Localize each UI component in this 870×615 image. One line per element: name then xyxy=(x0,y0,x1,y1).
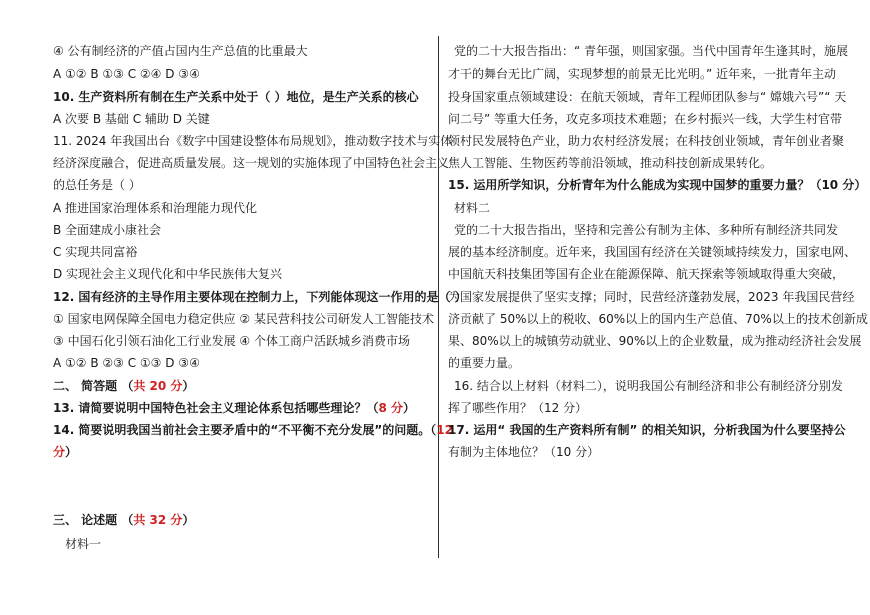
q11-option-c: C 实现共同富裕 xyxy=(53,245,138,259)
material-1-para-line4: 问二号” 等重大任务，攻克多项技术难题；在乡村振兴一线，大学生村官带 xyxy=(448,112,843,126)
q10-choices: A 次要 B 基础 C 辅助 D 关键 xyxy=(53,112,210,126)
material-1-label: 材料一 xyxy=(65,537,102,551)
material-1-para-line3: 投身国家重点领域建设：在航天领域，青年工程师团队参与“ 嫦娥六号”“ 天 xyxy=(448,90,847,104)
q15: 15. 运用所学知识，分析青年为什么能成为实现中国梦的重要力量？（10 分） xyxy=(448,178,867,192)
material-2-para-line4: 为国家发展提供了坚实支撑；同时，民营经济蓬勃发展，2023 年我国民营经 xyxy=(448,290,855,304)
section-3-heading: 三、 论述题 （共 32 分） xyxy=(53,513,195,527)
q14-score: 12 xyxy=(436,423,453,437)
q11-option-a: A 推进国家治理体系和治理能力现代化 xyxy=(53,201,258,215)
q10-stem: 10. 生产资料所有制在生产关系中处于（ ）地位，是生产关系的核心 xyxy=(53,90,419,104)
material-1-para-line5: 领村民发展特色产业，助力农村经济发展；在科技创业领域，青年创业者聚 xyxy=(448,134,845,148)
q14-line1: 14. 简要说明我国当前社会主要矛盾中的“不平衡不充分发展”的问题。（12 xyxy=(53,423,453,437)
q11-stem-line3: 的总任务是（ ） xyxy=(53,178,141,192)
material-2-para-line6: 果、80%以上的城镇劳动就业、90%以上的企业数量，成为推动经济社会发展 xyxy=(448,334,862,348)
q17-line1: 17. 运用“ 我国的生产资料所有制” 的相关知识，分析我国为什么要坚持公 xyxy=(448,423,846,437)
q11-option-b: B 全面建成小康社会 xyxy=(53,223,162,237)
q11-option-d: D 实现社会主义现代化和中华民族伟大复兴 xyxy=(53,267,283,281)
q12-items-3-4: ③ 中国石化引领石油化工行业发展 ④ 个体工商户活跃城乡消费市场 xyxy=(53,334,410,348)
section-2-heading: 二、 简答题 （共 20 分） xyxy=(53,379,195,393)
q13: 13. 请简要说明中国特色社会主义理论体系包括哪些理论？（8 分） xyxy=(53,401,415,415)
q11-stem-line1: 11. 2024 年我国出台《数字中国建设整体布局规划》，推动数字技术与实体 xyxy=(53,134,453,148)
q12-items-1-2: ① 国家电网保障全国电力稳定供应 ② 某民营科技公司研发人工智能技术 xyxy=(53,312,434,326)
section-2-score: 共 20 分 xyxy=(133,379,183,393)
material-2-para-line3: 中国航天科技集团等国有企业在能源保障、航天探索等领域取得重大突破， xyxy=(448,267,845,281)
q14-line2: 分） xyxy=(53,445,78,459)
q12-choices: A ①② B ②③ C ①③ D ③④ xyxy=(53,356,200,370)
material-1-para-line2: 才干的舞台无比广阔，实现梦想的前景无比光明。” 近年来，一批青年主动 xyxy=(448,67,837,81)
q16-line2: 挥了哪些作用？（12 分） xyxy=(448,401,588,415)
q12-stem: 12. 国有经济的主导作用主要体现在控制力上，下列能体现这一作用的是（ ） xyxy=(53,290,467,304)
material-2-para-line7: 的重要力量。 xyxy=(448,356,521,370)
q17-line2: 有制为主体地位？（10 分） xyxy=(448,445,600,459)
q11-stem-line2: 经济深度融合，促进高质量发展。这一规划的实施体现了中国特色社会主义 xyxy=(53,156,450,170)
material-2-para-line2: 展的基本经济制度。近年来，我国国有经济在关键领域持续发力，国家电网、 xyxy=(448,245,857,259)
q16-line1: 16. 结合以上材料（材料二），说明我国公有制经济和非公有制经济分别发 xyxy=(454,379,843,393)
option-4-line: ④ 公有制经济的产值占国内生产总值的比重最大 xyxy=(53,44,308,58)
material-2-label: 材料二 xyxy=(454,201,491,215)
q9-choices: A ①② B ①③ C ②④ D ③④ xyxy=(53,67,200,81)
section-3-score: 共 32 分 xyxy=(133,513,183,527)
material-2-para-line1: 党的二十大报告指出，坚持和完善公有制为主体、多种所有制经济共同发 xyxy=(454,223,839,237)
q13-score: 8 分 xyxy=(378,401,403,415)
material-2-para-line5: 济贡献了 50%以上的税收、60%以上的国内生产总值、70%以上的技术创新成 xyxy=(448,312,868,326)
material-1-para-line6: 焦人工智能、生物医药等前沿领域，推动科技创新成果转化。 xyxy=(448,156,773,170)
material-1-para-line1: 党的二十大报告指出：“ 青年强，则国家强。当代中国青年生逢其时，施展 xyxy=(454,44,849,58)
